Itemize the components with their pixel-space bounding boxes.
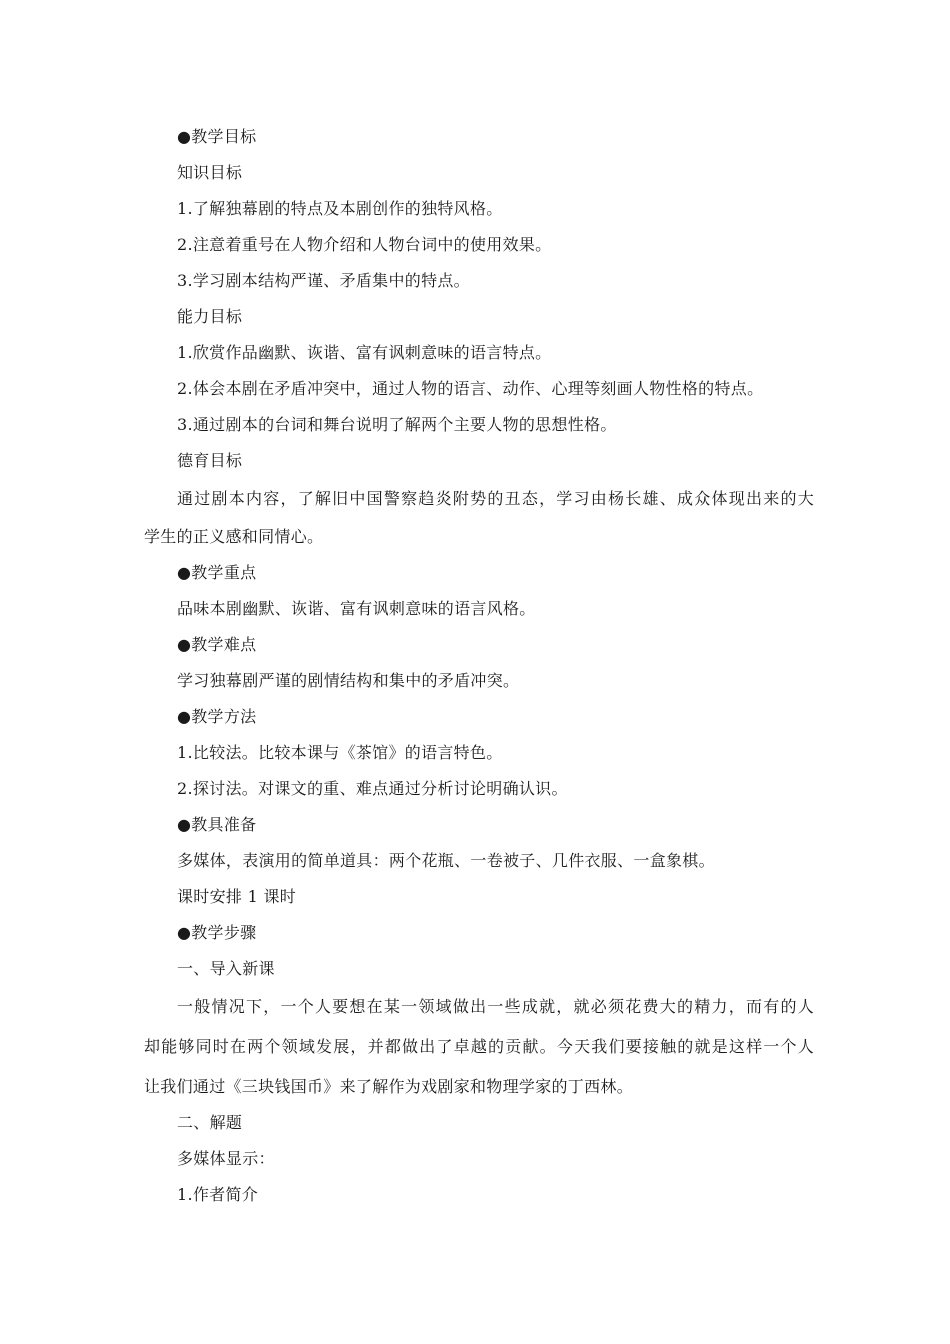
section-heading: 一、导入新课 — [177, 959, 275, 978]
list-item: 3.学习剧本结构严谨、矛盾集中的特点。 — [177, 271, 470, 290]
list-item: 1.了解独幕剧的特点及本剧创作的独特风格。 — [177, 199, 503, 218]
list-item: 2.注意着重号在人物介绍和人物台词中的使用效果。 — [177, 235, 552, 254]
list-item: 3.通过剧本的台词和舞台说明了解两个主要人物的思想性格。 — [177, 415, 617, 434]
subheading-ability-goals: 能力目标 — [177, 307, 243, 326]
paragraph-line: 课时安排 1 课时 — [177, 887, 297, 906]
subheading-knowledge-goals: 知识目标 — [177, 163, 243, 182]
heading-teaching-methods: ●教学方法 — [177, 707, 257, 726]
paragraph-line: 学习独幕剧严谨的剧情结构和集中的矛盾冲突。 — [177, 671, 520, 690]
list-item: 2.体会本剧在矛盾冲突中，通过人物的语言、动作、心理等刻画人物性格的特点。 — [177, 379, 764, 398]
list-item: 2.探讨法。对课文的重、难点通过分析讨论明确认识。 — [177, 779, 568, 798]
heading-teaching-goals: ●教学目标 — [177, 127, 257, 146]
paragraph-line: 多媒体，表演用的简单道具：两个花瓶、一卷被子、几件衣服、一盒象棋。 — [177, 851, 715, 870]
paragraph-line: 让我们通过《三块钱国币》来了解作为戏剧家和物理学家的丁西林。 — [144, 1077, 634, 1096]
list-item: 1.比较法。比较本课与《茶馆》的语言特色。 — [177, 743, 503, 762]
paragraph-line: 多媒体显示： — [177, 1149, 275, 1168]
heading-teaching-difficulty: ●教学难点 — [177, 635, 257, 654]
list-item: 1.欣赏作品幽默、诙谐、富有讽刺意味的语言特点。 — [177, 343, 552, 362]
paragraph-line: 学生的正义感和同情心。 — [144, 527, 324, 546]
subheading-moral-goals: 德育目标 — [177, 451, 243, 470]
list-item: 1.作者简介 — [177, 1185, 259, 1204]
section-heading: 二、解题 — [177, 1113, 243, 1132]
paragraph-line: 通过剧本内容，了解旧中国警察趋炎附势的丑态，学习由杨长雄、成众体现出来的大 — [177, 489, 814, 508]
paragraph-line: 却能够同时在两个领域发展，并都做出了卓越的贡献。今天我们要接触的就是这样一个人 — [144, 1037, 814, 1056]
paragraph-line: 品味本剧幽默、诙谐、富有讽刺意味的语言风格。 — [177, 599, 536, 618]
heading-teaching-steps: ●教学步骤 — [177, 923, 257, 942]
paragraph-line: 一般情况下，一个人要想在某一领域做出一些成就，就必须花费大的精力，而有的人 — [177, 997, 814, 1016]
heading-teaching-focus: ●教学重点 — [177, 563, 257, 582]
heading-teaching-aids: ●教具准备 — [177, 815, 257, 834]
